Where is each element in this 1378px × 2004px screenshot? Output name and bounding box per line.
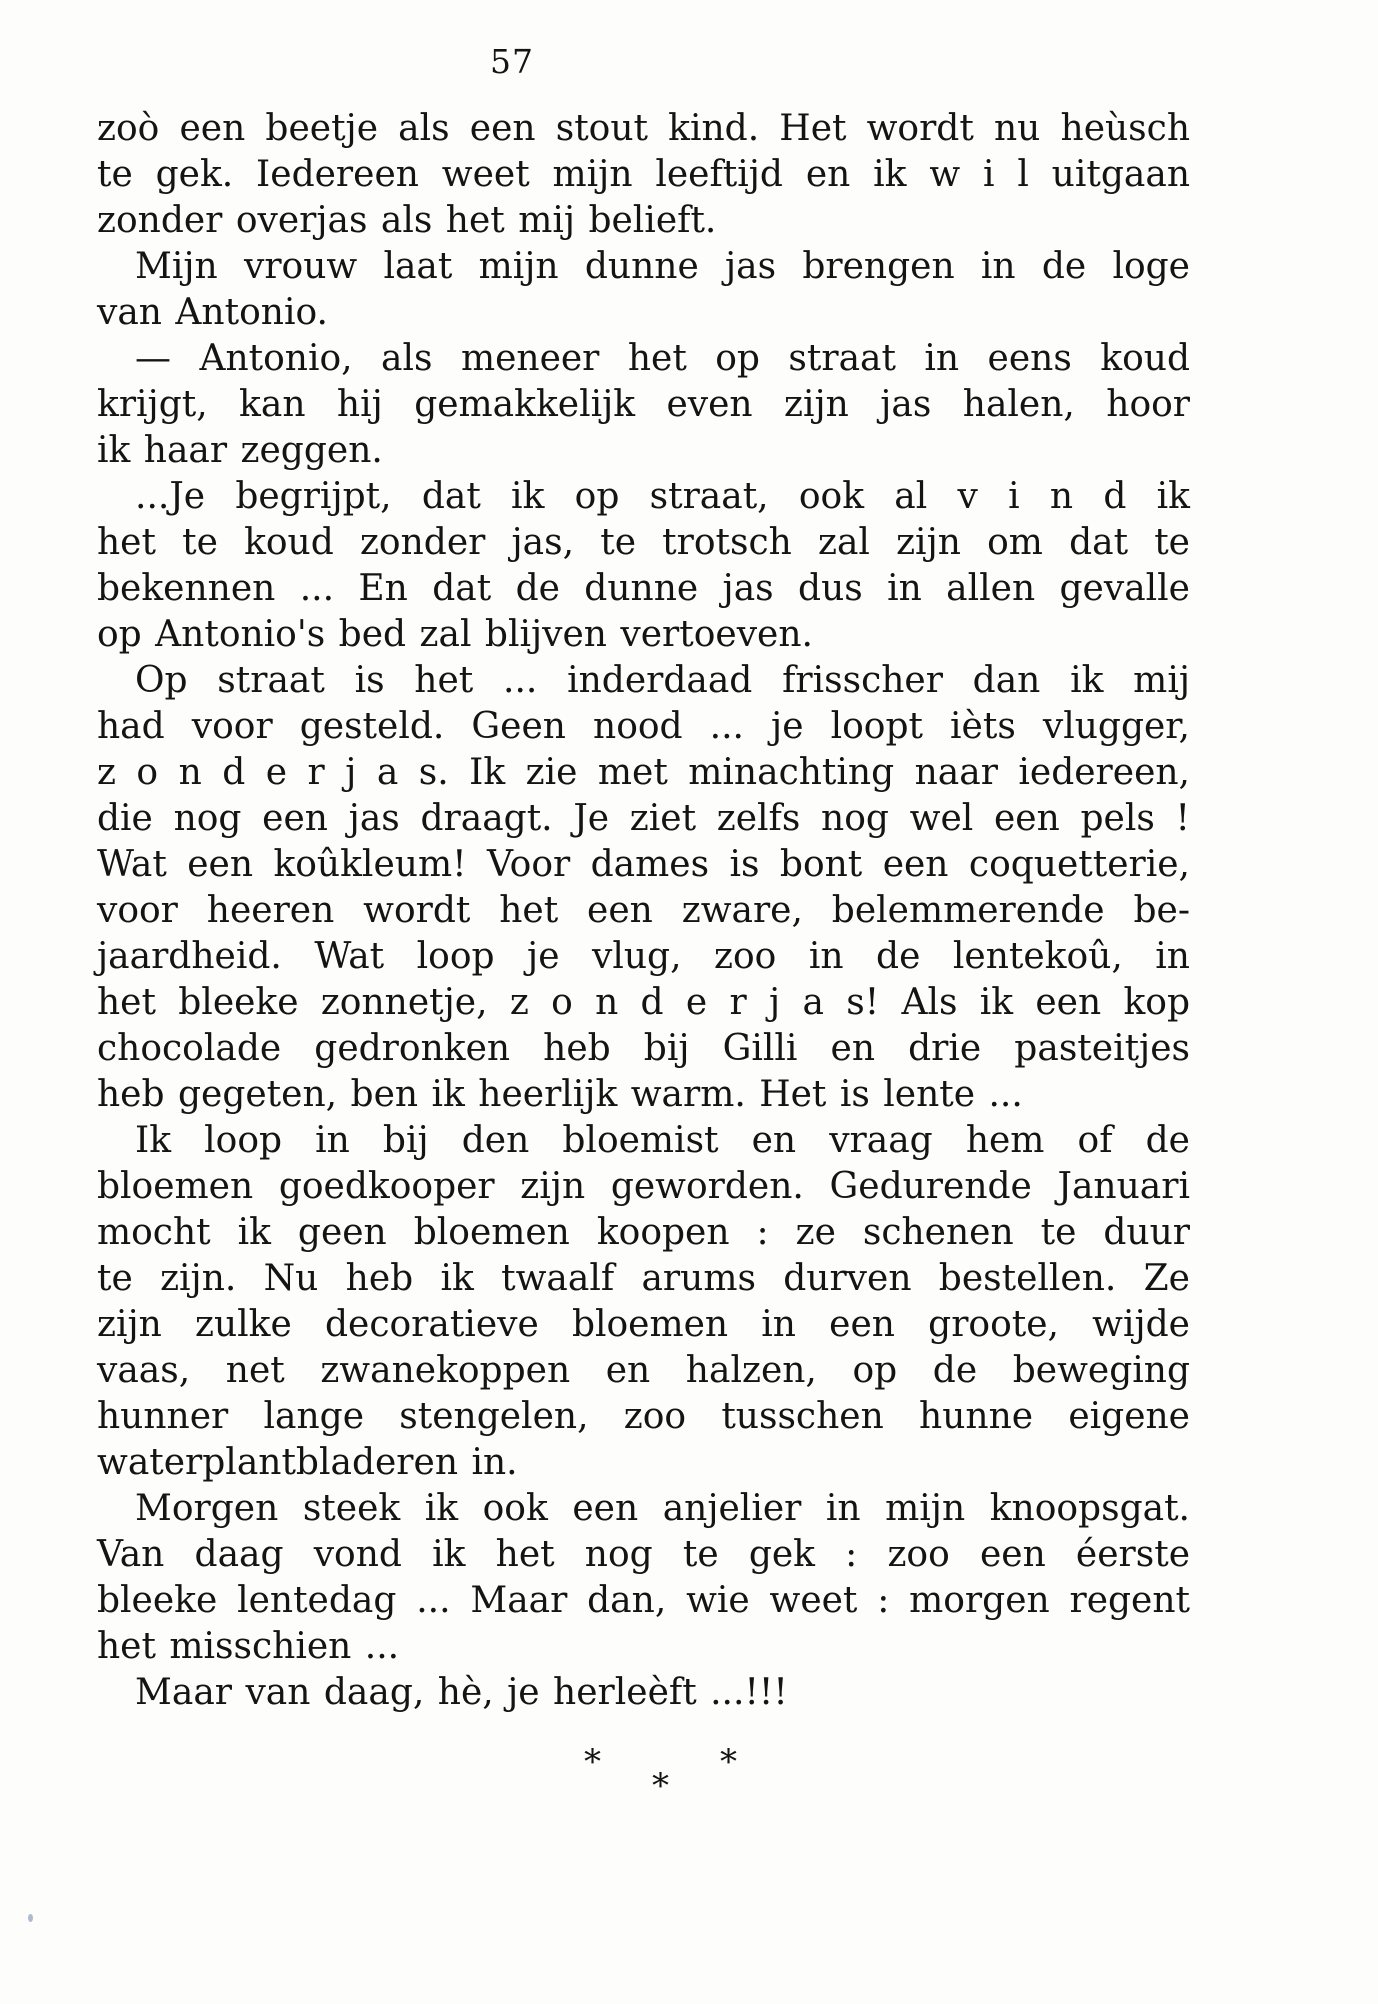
text-line: zoò een beetje als een stout kind. Het wordt nu heùsch (97, 108, 1190, 149)
asterisk-icon: * (720, 1742, 737, 1782)
text-line: het te koud zonder jas, te trotsch zal zijn om dat te (97, 522, 1190, 563)
text-line: ik haar zeggen. (97, 430, 383, 471)
body-text (97, 106, 1190, 1716)
text-line: had voor gesteld. Geen nood ... je loopt ièts vlugger, (97, 706, 1190, 747)
text-line: voor heeren wordt het een zware, belemmerende be- (97, 890, 1190, 931)
text-line: waterplantbladeren in. (97, 1442, 518, 1483)
page-number: 57 (490, 42, 534, 81)
text-line: — Antonio, als meneer het op straat in eens koud (135, 338, 1190, 379)
text-line: op Antonio's bed zal blijven vertoeven. (97, 614, 813, 655)
text-line: het misschien ... (97, 1626, 400, 1667)
text-line: te gek. Iedereen weet mijn leeftijd en ik w i l uitgaan (97, 154, 1190, 195)
text-line: bloemen goedkooper zijn geworden. Gedurende Januari (97, 1166, 1190, 1207)
text-line: z o n d e r j a s. Ik zie met minachting naar iedereen, (97, 752, 1190, 793)
text-line: Morgen steek ik ook een anjelier in mijn knoopsgat. (135, 1488, 1190, 1529)
text-line: Maar van daag, hè, je herleèft ...!!! (135, 1672, 788, 1713)
text-line: ...Je begrijpt, dat ik op straat, ook al v i n d ik (135, 476, 1190, 517)
text-line: hunner lange stengelen, zoo tusschen hunne eigene (97, 1396, 1190, 1437)
text-line: chocolade gedronken heb bij Gilli en drie pasteitjes (97, 1028, 1190, 1069)
text-line: Van daag vond ik het nog te gek : zoo een éerste (97, 1534, 1190, 1575)
section-separator (560, 1742, 780, 1822)
text-line: Ik loop in bij den bloemist en vraag hem of de (135, 1120, 1190, 1161)
asterisk-icon: * (652, 1766, 669, 1806)
text-line: van Antonio. (97, 292, 328, 333)
text-line: te zijn. Nu heb ik twaalf arums durven bestellen. Ze (97, 1258, 1190, 1299)
asterisk-icon: * (584, 1742, 601, 1782)
text-line: Mijn vrouw laat mijn dunne jas brengen in de loge (135, 246, 1190, 287)
text-line: bleeke lentedag ... Maar dan, wie weet : morgen regent (97, 1580, 1190, 1621)
text-line: bekennen ... En dat de dunne jas dus in allen gevalle (97, 568, 1190, 609)
text-line: zonder overjas als het mij belieft. (97, 200, 717, 241)
text-line: jaardheid. Wat loop je vlug, zoo in de lentekoû, in (97, 936, 1190, 977)
text-line: die nog een jas draagt. Je ziet zelfs nog wel een pels ! (97, 798, 1190, 839)
text-line: het bleeke zonnetje, z o n d e r j a s! Als ik een kop (97, 982, 1190, 1023)
text-line: zijn zulke decoratieve bloemen in een groote, wijde (97, 1304, 1190, 1345)
text-line: Op straat is het ... inderdaad frisscher dan ik mij (135, 660, 1190, 701)
text-line: mocht ik geen bloemen koopen : ze schenen te duur (97, 1212, 1190, 1253)
text-line: heb gegeten, ben ik heerlijk warm. Het is lente ... (97, 1074, 1023, 1115)
text-line: Wat een koûkleum! Voor dames is bont een coquetterie, (97, 844, 1190, 885)
scan-artifact-dot (28, 1914, 33, 1922)
text-line: krijgt, kan hij gemakkelijk even zijn jas halen, hoor (97, 384, 1190, 425)
text-line: vaas, net zwanekoppen en halzen, op de beweging (97, 1350, 1190, 1391)
